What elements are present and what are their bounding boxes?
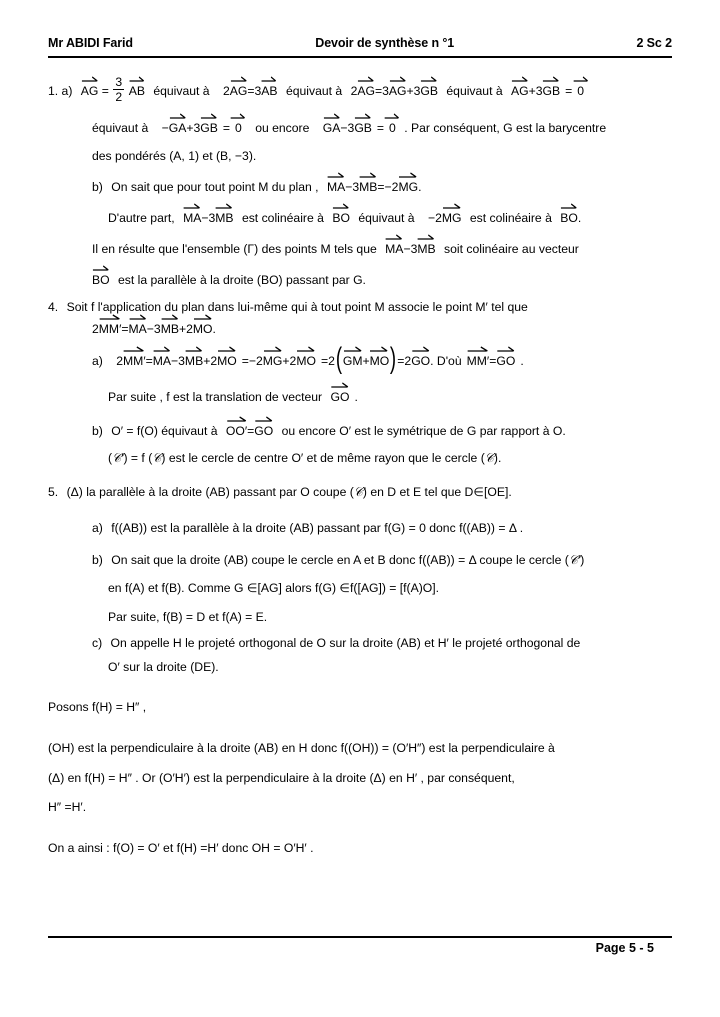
script-c-symbol: 𝒞 bbox=[568, 551, 578, 567]
parallele-droite-text: est la parallèle à la droite (BO) passant par G. bbox=[118, 273, 366, 288]
header-class: 2 Sc 2 bbox=[636, 36, 672, 50]
item-5b-line-2: en f(A) et f(B). Comme G ∈[AG] alors f(G) ∈f([AG]) = [f(A)O]. bbox=[108, 581, 440, 596]
vector-arrow-icon bbox=[442, 202, 462, 210]
item-1a-line-2 bbox=[48, 122, 672, 134]
plus-1: + bbox=[203, 354, 211, 369]
vector-GO: GO bbox=[411, 355, 430, 367]
vector-arrow-icon bbox=[215, 202, 233, 210]
dautre-part-text: D'autre part, bbox=[108, 211, 175, 226]
item-5c-line-2: O′ sur la droite (DE). bbox=[108, 659, 219, 674]
equals-sign: = bbox=[222, 121, 231, 136]
vector-arrow-icon bbox=[230, 75, 248, 83]
coef-2: 2 bbox=[435, 211, 442, 226]
vector-MB: MB bbox=[161, 323, 179, 335]
vector-MA: MA bbox=[183, 212, 201, 224]
item-4b-marker: b) bbox=[92, 424, 103, 439]
coef-3: 3 bbox=[178, 354, 185, 369]
vector-MMprime-2: MM′ bbox=[467, 355, 490, 367]
script-c-symbol-3: 𝒞 bbox=[484, 449, 494, 465]
period: . bbox=[520, 354, 524, 369]
vector-arrow-icon bbox=[370, 345, 390, 353]
vector-BO: BO bbox=[332, 212, 350, 224]
minus-sign: − bbox=[345, 179, 353, 194]
header-author: Mr ABIDI Farid bbox=[48, 36, 133, 50]
coef-3b: 3 bbox=[347, 121, 355, 136]
vector-arrow-icon bbox=[560, 202, 578, 210]
vector-GB-2: GB bbox=[543, 85, 561, 97]
equals-3: = bbox=[320, 354, 329, 369]
item-5b-line-3: Par suite, f(B) = D et f(A) = E. bbox=[108, 609, 268, 624]
vector-arrow-icon bbox=[129, 313, 147, 321]
vector-arrow-icon bbox=[169, 112, 187, 120]
equals-sign: = bbox=[121, 321, 129, 336]
eq-4: = bbox=[565, 83, 573, 98]
vector-arrow-icon bbox=[123, 345, 146, 353]
vector-arrow-icon bbox=[398, 171, 418, 179]
vector-arrow-icon bbox=[261, 75, 277, 83]
vector-AG: AG bbox=[81, 85, 99, 97]
vector-arrow-icon bbox=[343, 345, 363, 353]
text-fragment-3: ). bbox=[493, 450, 502, 465]
vector-arrow-icon bbox=[263, 345, 283, 353]
ensemble-gamma-text: Il en résulte que l'ensemble (Γ) des points M tels que bbox=[92, 242, 377, 257]
vector-arrow-icon bbox=[385, 233, 403, 241]
item-5c-line-1 bbox=[48, 637, 672, 649]
plus-sign: + bbox=[186, 121, 194, 136]
vector-arrow-icon bbox=[226, 415, 247, 423]
vector-arrow-icon bbox=[99, 313, 122, 321]
vector-OOprime: OO′ bbox=[226, 425, 247, 437]
coef-3: 3 bbox=[193, 121, 201, 136]
equals-1: = bbox=[145, 354, 153, 369]
vector-arrow-icon bbox=[357, 75, 375, 83]
item-1a-marker: 1. a) bbox=[48, 83, 73, 98]
paren-open: ( bbox=[108, 450, 113, 465]
colineaire-text-1: est colinéaire à bbox=[241, 211, 324, 226]
vector-AG-3: AG bbox=[357, 85, 375, 97]
coef-2b: 2 bbox=[350, 83, 358, 98]
vector-GB: GB bbox=[420, 85, 438, 97]
script-c-symbol: 𝒞 bbox=[353, 484, 363, 500]
equals-5: = bbox=[489, 354, 497, 369]
item-1b-line-4 bbox=[48, 274, 672, 286]
vector-arrow-icon bbox=[327, 171, 345, 179]
plus-sign: + bbox=[178, 321, 187, 336]
douc-text: . D'où bbox=[430, 354, 462, 369]
equals-sign: = bbox=[377, 179, 385, 194]
vector-MG: MG bbox=[442, 212, 462, 224]
vector-arrow-icon bbox=[330, 381, 349, 389]
item-1b-line-3 bbox=[48, 243, 672, 255]
coef-2b: 2 bbox=[210, 354, 218, 369]
equiv-text: équivaut à bbox=[358, 211, 415, 226]
coef-2e: 2 bbox=[328, 354, 335, 369]
vector-arrow-icon bbox=[193, 313, 213, 321]
item-4b-line-2 bbox=[48, 449, 672, 465]
eq-1: = bbox=[101, 83, 109, 98]
vector-MA: MA bbox=[153, 355, 171, 367]
vector-MMprime: MM′ bbox=[99, 323, 122, 335]
vector-arrow-icon bbox=[332, 202, 350, 210]
vector-AG-4: AG bbox=[389, 85, 407, 97]
text-fragment-1: ′) = f ( bbox=[121, 450, 153, 465]
item-5-text-1: (Δ) la parallèle à la droite (AB) passant par O coupe ( bbox=[66, 485, 354, 500]
vector-MG: MG bbox=[398, 181, 418, 193]
minus-sign-2: − bbox=[384, 179, 392, 194]
minus-sign: − bbox=[146, 321, 154, 336]
text-fragment-2: ) est le cercle de centre O′ et de même rayon que le cercle ( bbox=[161, 450, 485, 465]
eq-3: = bbox=[374, 83, 383, 98]
plus-3: + bbox=[362, 354, 370, 369]
vector-zero-2: 0 bbox=[389, 122, 396, 134]
coef-3: 3 bbox=[208, 211, 216, 226]
coef-2c: 2 bbox=[256, 354, 263, 369]
item-5a-marker: a) bbox=[92, 520, 103, 535]
coef-2: 2 bbox=[92, 321, 99, 336]
vector-MA: MA bbox=[385, 243, 403, 255]
item-1b-line-2 bbox=[48, 212, 672, 224]
paragraph-conclusion: On a ainsi : f(O) = O′ et f(H) =H′ donc OH = O′H′ . bbox=[48, 840, 314, 855]
coef-2f: 2 bbox=[404, 354, 412, 369]
coef-2a: 2 bbox=[222, 83, 230, 98]
paragraph-perpendiculaire-line-3: H″ =H′. bbox=[48, 799, 87, 814]
paragraph-posons: Posons f(H) = H″ , bbox=[48, 700, 147, 715]
period: . bbox=[212, 321, 216, 336]
vector-arrow-icon bbox=[323, 112, 341, 120]
equiv-text-1: équivaut à bbox=[153, 83, 210, 98]
coef-3c: 3 bbox=[413, 83, 421, 98]
vector-arrow-icon bbox=[359, 171, 377, 179]
equiv-text-3: équivaut à bbox=[446, 83, 503, 98]
eq-2: = bbox=[247, 83, 255, 98]
vector-GA: GA bbox=[169, 122, 187, 134]
item-1a-line-3: des pondérés (A, 1) et (B, −3). bbox=[92, 148, 257, 163]
vector-arrow-icon bbox=[200, 112, 218, 120]
vector-AG-5: AG bbox=[511, 85, 529, 97]
item-4-marker: 4. bbox=[48, 299, 59, 314]
equiv-text: équivaut à bbox=[92, 121, 149, 136]
vector-arrow-icon bbox=[384, 112, 400, 120]
vector-MG: MG bbox=[263, 355, 283, 367]
item-1b-text: On sait que pour tout point M du plan , bbox=[111, 179, 319, 194]
vector-arrow-icon bbox=[254, 415, 273, 423]
minus-sign: − bbox=[161, 121, 169, 136]
vector-arrow-icon bbox=[389, 75, 407, 83]
coef-3: 3 bbox=[410, 242, 418, 257]
vector-BO: BO bbox=[92, 274, 110, 286]
equals-sign: = bbox=[247, 424, 255, 439]
plus-2: + bbox=[528, 83, 536, 98]
vector-GO: GO bbox=[330, 391, 349, 403]
colineaire-vecteur-text: soit colinéaire au vecteur bbox=[444, 242, 579, 257]
vector-GM: GM bbox=[343, 355, 363, 367]
item-5b-marker: b) bbox=[92, 552, 103, 567]
script-c-symbol-1: 𝒞 bbox=[112, 449, 122, 465]
vector-arrow-icon bbox=[496, 345, 515, 353]
vector-arrow-icon bbox=[183, 202, 201, 210]
item-5c-text-1: On appelle H le projeté orthogonal de O sur la droite (AB) et H′ le projeté orthogonal de bbox=[110, 635, 581, 650]
coef-3: 3 bbox=[153, 321, 161, 336]
item-4b-text-1: O′ = f(O) équivaut à bbox=[111, 424, 218, 439]
item-1b-marker: b) bbox=[92, 179, 103, 194]
item-4b-line-1 bbox=[48, 425, 672, 437]
plus-1: + bbox=[406, 83, 414, 98]
item-4a-line-2 bbox=[48, 391, 672, 403]
item-1a-line-1 bbox=[48, 75, 672, 105]
script-c-symbol-2: 𝒞 bbox=[152, 449, 162, 465]
item-1a-tail-text: . Par conséquent, G est la barycentre bbox=[404, 121, 607, 136]
header-title: Devoir de synthèse n °1 bbox=[315, 36, 455, 50]
vector-MB: MB bbox=[185, 355, 203, 367]
page-footer: Page 5 - 5 bbox=[595, 941, 654, 955]
paragraph-perpendiculaire-line-1: (OH) est la perpendiculaire à la droite (AB) en H donc f((OH)) = (O′H″) est la perpendiculaire à bbox=[48, 741, 555, 756]
item-4b-text-2: ou encore O′ est le symétrique de G par rapport à O. bbox=[281, 424, 566, 439]
vector-arrow-icon bbox=[467, 345, 490, 353]
coef-3a: 3 bbox=[254, 83, 262, 98]
vector-MA: MA bbox=[327, 181, 345, 193]
minus-sign: − bbox=[201, 211, 209, 226]
item-4a-marker: a) bbox=[92, 354, 103, 369]
vector-arrow-icon bbox=[511, 75, 529, 83]
footer-divider bbox=[48, 936, 672, 938]
equiv-text-2: équivaut à bbox=[285, 83, 343, 98]
vector-arrow-icon bbox=[420, 75, 438, 83]
vector-arrow-icon bbox=[354, 112, 372, 120]
item-1b-line-1 bbox=[48, 181, 672, 193]
minus-2: − bbox=[248, 354, 256, 369]
item-5b-text-2: ′) bbox=[577, 552, 585, 567]
vector-arrow-icon bbox=[161, 313, 179, 321]
vector-MO: MO bbox=[217, 355, 237, 367]
par-suite-translation-text: Par suite , f est la translation de vecteur bbox=[108, 390, 323, 405]
vector-arrow-icon bbox=[129, 75, 145, 83]
paragraph-perpendiculaire-line-2: (Δ) en f(H) = H″ . Or (O′H′) est la perpendiculaire à la droite (Δ) en H′ , par conséquent, bbox=[48, 770, 515, 785]
plus-2: + bbox=[282, 354, 290, 369]
item-5-line-1 bbox=[48, 486, 672, 499]
page-header bbox=[48, 36, 672, 50]
fraction-three-halves: $\frac{3}{2}$ bbox=[113, 76, 124, 103]
period: . bbox=[418, 179, 422, 194]
minus-1: − bbox=[171, 354, 179, 369]
coef-2b: 2 bbox=[186, 321, 193, 336]
colineaire-text-2: est colinéaire à bbox=[469, 211, 552, 226]
vector-GO: GO bbox=[254, 425, 273, 437]
vector-arrow-icon bbox=[217, 345, 237, 353]
vector-zero: 0 bbox=[577, 85, 584, 97]
equals-4: = bbox=[397, 354, 405, 369]
vector-MB: MB bbox=[417, 243, 435, 255]
coef-3: 3 bbox=[352, 179, 360, 194]
item-5b-text-1: On sait que la droite (AB) coupe le cercle en A et B donc f((AB)) = Δ coupe le cercle ( bbox=[111, 552, 569, 567]
period: . bbox=[354, 390, 358, 405]
vector-arrow-icon bbox=[92, 264, 110, 272]
minus-sign: − bbox=[403, 242, 411, 257]
item-4a-line-1: a) 2 MM′= MA−3 MB+2 MO =−2 MG+2 MO =2( GM+ MO)=2 GO. D'où MM′= GO . bbox=[92, 342, 524, 376]
vector-arrow-icon bbox=[153, 345, 171, 353]
vector-GO-2: GO bbox=[496, 355, 515, 367]
vector-zero: 0 bbox=[235, 122, 242, 134]
vector-arrow-icon bbox=[296, 345, 316, 353]
vector-AB-2: AB bbox=[261, 85, 277, 97]
vector-MA: MA bbox=[129, 323, 147, 335]
vector-MB: MB bbox=[359, 181, 377, 193]
equals-sign-2: = bbox=[376, 121, 385, 136]
vector-MO-3: MO bbox=[370, 355, 390, 367]
vector-AG-2: AG bbox=[230, 85, 248, 97]
ou-encore-text: ou encore bbox=[255, 121, 310, 136]
vector-arrow-icon bbox=[411, 345, 430, 353]
vector-arrow-icon bbox=[230, 112, 246, 120]
equals-2: = bbox=[241, 354, 249, 369]
coef-2: 2 bbox=[116, 354, 124, 369]
vector-BO-2: BO bbox=[560, 212, 578, 224]
item-5a-line-1 bbox=[48, 522, 672, 534]
item-5-text-2: ) en D et E tel que D∈[OE]. bbox=[362, 485, 512, 500]
item-5c-marker: c) bbox=[92, 635, 103, 650]
vector-MO: MO bbox=[193, 323, 213, 335]
item-5-marker: 5. bbox=[48, 485, 59, 500]
vector-arrow-icon bbox=[543, 75, 561, 83]
vector-GA-2: GA bbox=[323, 122, 341, 134]
item-4-text: Soit f l'application du plan dans lui-même qui à tout point M associe le point M′ tel que bbox=[66, 299, 528, 314]
coef-2: 2 bbox=[391, 179, 399, 194]
minus-sign-2: − bbox=[427, 211, 436, 226]
vector-arrow-icon bbox=[81, 75, 99, 83]
vector-arrow-icon bbox=[417, 233, 435, 241]
header-divider bbox=[48, 56, 672, 58]
document-content bbox=[48, 75, 672, 855]
vector-GB: GB bbox=[200, 122, 218, 134]
item-5b-line-1 bbox=[48, 551, 672, 567]
vector-MO-2: MO bbox=[296, 355, 316, 367]
coef-3b: 3 bbox=[382, 83, 389, 98]
period: . bbox=[577, 211, 582, 226]
vector-AB: AB bbox=[129, 85, 145, 97]
vector-GB-2: GB bbox=[354, 122, 372, 134]
vector-MB: MB bbox=[215, 212, 233, 224]
vector-MMprime: MM′ bbox=[123, 355, 146, 367]
item-4-equation-0 bbox=[48, 323, 672, 335]
coef-3d: 3 bbox=[535, 83, 543, 98]
coef-2d: 2 bbox=[289, 354, 297, 369]
minus-sign-2: − bbox=[340, 121, 348, 136]
vector-arrow-icon bbox=[573, 75, 589, 83]
item-5a-text: f((AB)) est la parallèle à la droite (AB) passant par f(G) = 0 donc f((AB)) = Δ . bbox=[111, 520, 524, 535]
vector-arrow-icon bbox=[185, 345, 203, 353]
item-4-line-1 bbox=[48, 301, 672, 313]
